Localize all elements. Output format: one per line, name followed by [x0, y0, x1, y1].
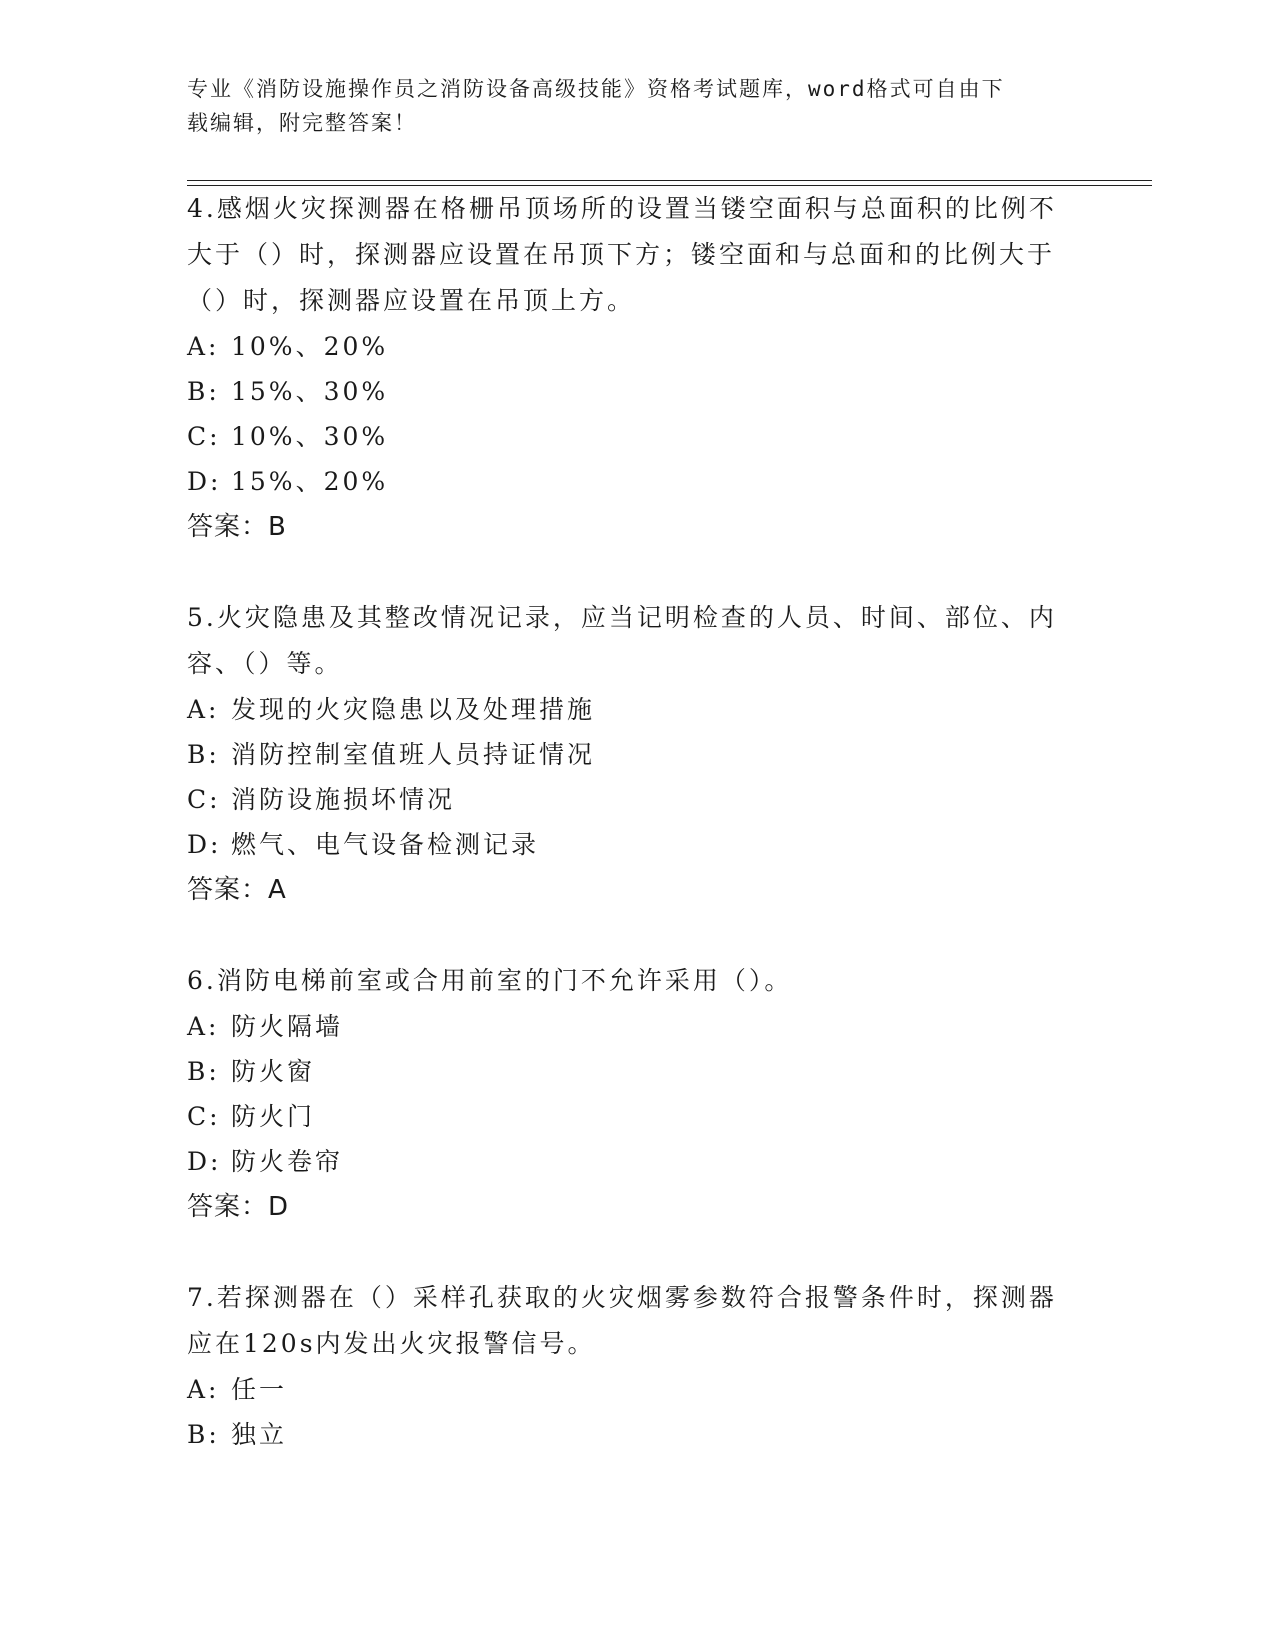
option-letter: B:: [187, 1057, 220, 1086]
header-divider-top: [187, 180, 1152, 181]
option-letter: A:: [187, 1012, 220, 1041]
option-text: 15%、20%: [231, 467, 389, 496]
option-c: [187, 414, 1067, 459]
question-stem: 4.感烟火灾探测器在格栅吊顶场所的设置当镂空面积与总面积的比例不大于（）时，探测器应设置在吊顶下方；镂空面和与总面和的比例大于（）时，探测器应设置在吊顶上方。: [187, 194, 1057, 315]
option-letter: A:: [187, 695, 220, 724]
option-text: 燃气、电气设备检测记录: [231, 830, 540, 859]
option-text: 发现的火灾隐患以及处理措施: [231, 695, 596, 724]
option-d: [187, 822, 1067, 867]
option-a: [187, 1367, 1067, 1412]
question-5: [187, 595, 1067, 913]
question-4: [187, 186, 1067, 550]
question-7: [187, 1275, 1067, 1457]
option-letter: B:: [187, 1420, 220, 1449]
option-text: 防火隔墙: [231, 1012, 344, 1041]
answer-line: 答案：B: [187, 512, 287, 542]
option-d: [187, 459, 1067, 504]
option-a: [187, 1004, 1067, 1049]
option-d: [187, 1139, 1067, 1184]
question-stem: 6.消防电梯前室或合用前室的门不允许采用（）。: [187, 966, 793, 995]
header-line-1: 专业《消防设施操作员之消防设备高级技能》资格考试题库，word格式可自由下: [187, 77, 1005, 101]
header-line-2: 载编辑，附完整答案！: [187, 111, 417, 135]
option-text: 10%、30%: [231, 422, 389, 451]
option-text: 防火窗: [231, 1057, 316, 1086]
option-c: [187, 1094, 1067, 1139]
answer-line: 答案：D: [187, 1192, 290, 1222]
option-b: [187, 1412, 1067, 1457]
option-c: [187, 777, 1067, 822]
option-letter: A:: [187, 332, 220, 361]
option-letter: C:: [187, 1102, 221, 1131]
option-letter: C:: [187, 422, 221, 451]
option-text: 15%、30%: [231, 377, 389, 406]
option-letter: A:: [187, 1375, 220, 1404]
option-letter: C:: [187, 785, 221, 814]
option-text: 独立: [231, 1420, 288, 1449]
document-header: [187, 72, 1067, 140]
option-a: [187, 324, 1067, 369]
question-spacer: [187, 913, 1067, 958]
question-stem: 7.若探测器在（）采样孔获取的火灾烟雾参数符合报警条件时，探测器应在120s内发出火灾报警信号。: [187, 1283, 1057, 1358]
question-spacer: [187, 1230, 1067, 1275]
option-b: [187, 732, 1067, 777]
option-b: [187, 1049, 1067, 1094]
question-6: [187, 958, 1067, 1230]
option-letter: D:: [187, 467, 222, 496]
option-text: 防火卷帘: [231, 1147, 344, 1176]
option-text: 消防设施损坏情况: [231, 785, 456, 814]
option-a: [187, 687, 1067, 732]
option-letter: B:: [187, 377, 220, 406]
option-letter: B:: [187, 740, 220, 769]
option-text: 任一: [231, 1375, 288, 1404]
option-text: 消防控制室值班人员持证情况: [231, 740, 596, 769]
question-stem: 5.火灾隐患及其整改情况记录，应当记明检查的人员、时间、部位、内容、（）等。: [187, 603, 1057, 678]
option-text: 防火门: [231, 1102, 316, 1131]
option-letter: D:: [187, 1147, 222, 1176]
option-letter: D:: [187, 830, 222, 859]
option-text: 10%、20%: [231, 332, 389, 361]
answer-line: 答案：A: [187, 875, 287, 905]
question-list: [187, 186, 1067, 1457]
question-spacer: [187, 550, 1067, 595]
option-b: [187, 369, 1067, 414]
